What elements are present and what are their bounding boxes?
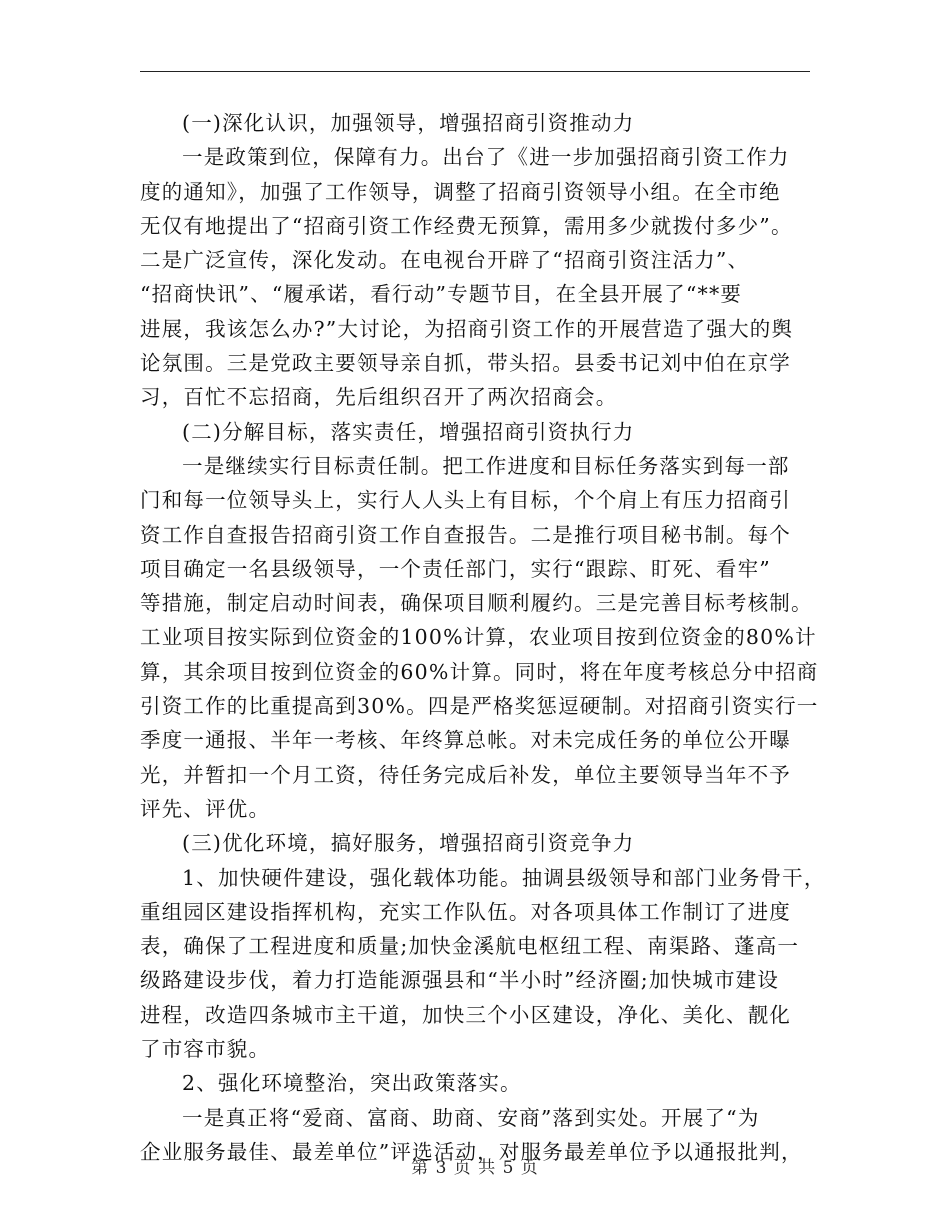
paragraph-line: 等措施，制定启动时间表，确保项目顺利履约。三是完善目标考核制。 <box>140 591 813 616</box>
paragraph-line: 度的通知》，加强了工作领导，调整了招商引资领导小组。在全市绝 <box>140 179 781 204</box>
paragraph-line: 一是继续实行目标责任制。把工作进度和目标任务落实到每一部 <box>182 453 790 478</box>
paragraph-line: 论氛围。三是党政主要领导亲自抓，带头招。县委书记刘中伯在京学 <box>140 351 791 376</box>
paragraph-line: 一是真正将“爱商、富商、助商、安商”落到实处。开展了“为 <box>182 1105 760 1130</box>
paragraph-line: 重组园区建设指挥机构，充实工作队伍。对各项具体工作制订了进度 <box>140 899 791 924</box>
page-number-footer: 第 3 页 共 5 页 <box>411 1158 539 1178</box>
paragraph-line: 光，并暂扣一个月工资，待任务完成后补发，单位主要领导当年不予 <box>140 762 791 787</box>
header-rule <box>140 71 810 72</box>
section-heading-1: (一)深化认识，加强领导，增强招商引资推动力 <box>182 111 635 135</box>
paragraph-line: 级路建设步伐，着力打造能源强县和“半小时”经济圈;加快城市建设 <box>140 968 780 993</box>
paragraph-line: 季度一通报、半年一考核、年终算总帐。对未完成任务的单位公开曝 <box>140 728 791 753</box>
paragraph-line: 项目确定一名县级领导，一个责任部门，实行“跟踪、盯死、看牢” <box>140 556 771 581</box>
paragraph-line: 表，确保了工程进度和质量;加快金溪航电枢纽工程、南渠路、蓬高一 <box>140 934 800 959</box>
paragraph-line: 一是政策到位，保障有力。出台了《进一步加强招商引资工作力 <box>182 145 790 170</box>
subheading-1: 1、加快硬件建设，强化载体功能。抽调县级领导和部门业务骨干， <box>182 865 826 890</box>
paragraph-line: 算，其余项目按到位资金的60%计算。同时，将在年度考核总分中招商 <box>140 659 819 684</box>
body-text <box>140 106 826 1169</box>
paragraph-line: 评先、评优。 <box>140 796 271 821</box>
paragraph-line: 进程，改造四条城市主干道，加快三个小区建设，净化、美化、靓化 <box>140 1002 791 1027</box>
section-heading-3: (三)优化环境，搞好服务，增强招商引资竞争力 <box>182 831 635 856</box>
paragraph-line: 工业项目按实际到位资金的100%计算，农业项目按到位资金的80%计 <box>140 625 817 650</box>
paragraph-line: 二是广泛宣传，深化发动。在电视台开辟了“招商引资注活力”、 <box>140 248 750 273</box>
paragraph-line: “招商快讯”、“履承诺，看行动”专题节目，在全县开展了“**要 <box>140 282 743 307</box>
paragraph-line: 了市容市貌。 <box>140 1037 271 1062</box>
paragraph-line: 无仅有地提出了“招商引资工作经费无预算，需用多少就拨付多少”。 <box>140 213 793 238</box>
paragraph-line: 引资工作的比重提高到30%。四是严格奖惩逗硬制。对招商引资实行一 <box>140 694 819 719</box>
paragraph-line: 资工作自查报告招商引资工作自查报告。二是推行项目秘书制。每个 <box>140 522 791 547</box>
paragraph-line: 习，百忙不忘招商，先后组织召开了两次招商会。 <box>140 385 618 410</box>
section-heading-2: (二)分解目标，落实责任，增强招商引资执行力 <box>182 419 635 444</box>
subheading-2: 2、强化环境整治，突出政策落实。 <box>182 1071 522 1096</box>
paragraph-line: 进展，我该怎么办?”大讨论，为招商引资工作的开展营造了强大的舆 <box>140 316 794 341</box>
paragraph-line: 门和每一位领导头上，实行人人头上有目标，个个肩上有压力招商引 <box>140 488 791 513</box>
paragraph-line: 企业服务最佳、最差单位”评选活动，对服务最差单位予以通报批判， <box>140 1139 803 1164</box>
